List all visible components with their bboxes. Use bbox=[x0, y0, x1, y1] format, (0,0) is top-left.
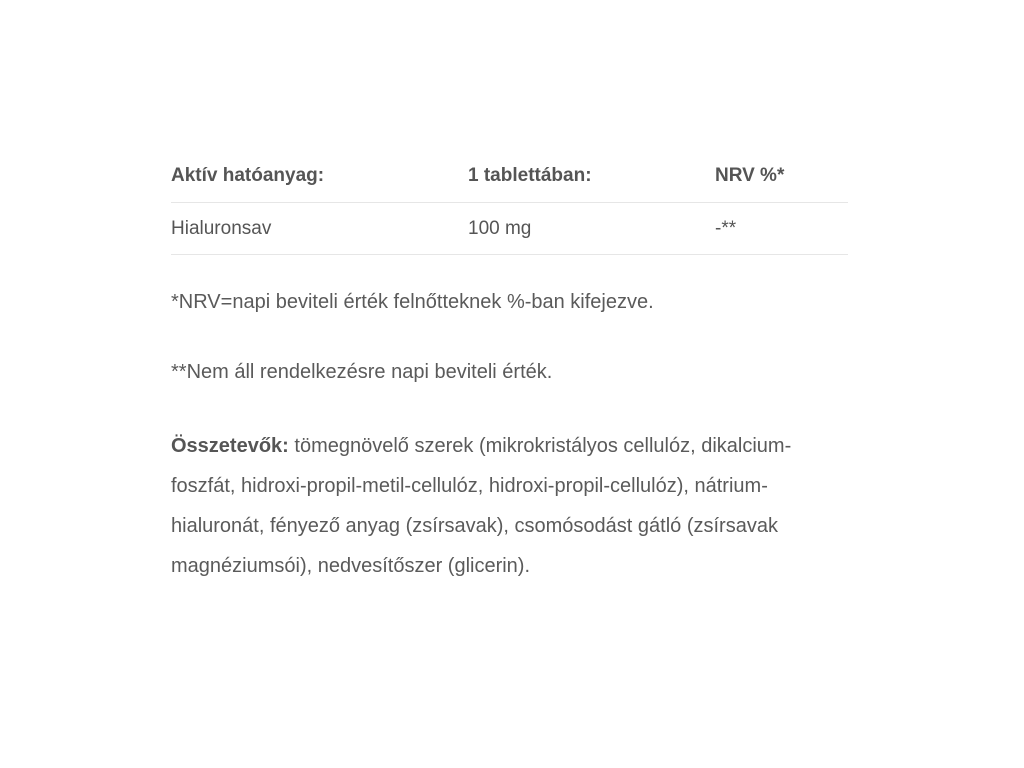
nrv-definition-note: *NRV=napi beviteli érték felnőtteknek %-ban kifejezve. bbox=[171, 291, 654, 313]
table-row bbox=[171, 203, 848, 255]
header-nrv: NRV %* bbox=[715, 150, 848, 203]
composition-paragraph bbox=[171, 426, 849, 586]
table-header-row bbox=[171, 150, 848, 203]
header-per-tablet: 1 tablettában: bbox=[468, 150, 715, 203]
composition-label: Összetevők: bbox=[171, 435, 289, 457]
cell-ingredient-name: Hialuronsav bbox=[171, 203, 468, 255]
active-ingredients-table bbox=[171, 150, 848, 255]
cell-nrv-value: -** bbox=[715, 203, 848, 255]
product-info-content bbox=[171, 150, 849, 586]
nrv-unavailable-note: **Nem áll rendelkezésre napi beviteli érték. bbox=[171, 361, 553, 383]
cell-amount: 100 mg bbox=[468, 203, 715, 255]
header-active-ingredient: Aktív hatóanyag: bbox=[171, 150, 468, 203]
composition-text: tömegnövelő szerek (mikrokristályos cellulóz, dikalcium-foszfát, hidroxi-propil-metil-cellulóz, hidroxi-propil-cellulóz), nátrium-hialuronát, fényező anyag (zsírsavak), csomósodást gátló (zsírsavak magnéziumsói), nedvesítőszer (glicerin). bbox=[171, 435, 792, 577]
